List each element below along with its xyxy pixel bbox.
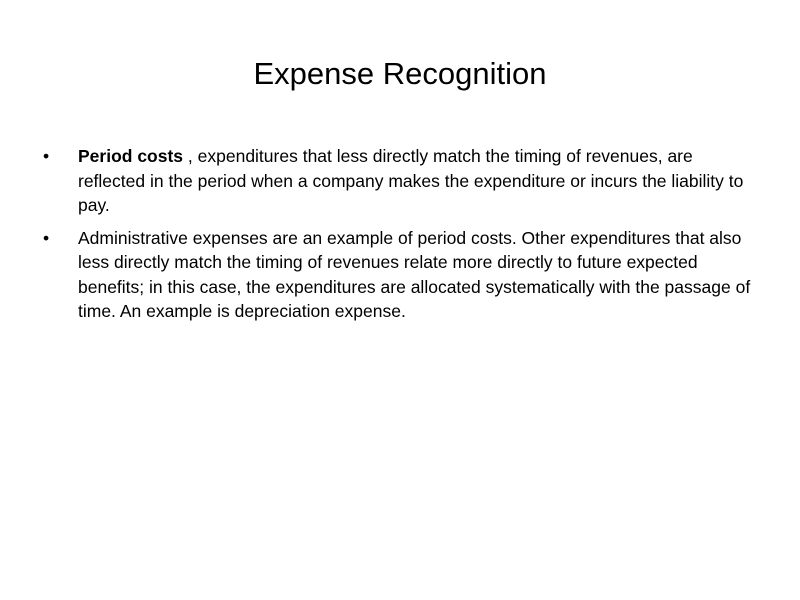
bullet-text: , expenditures that less directly match the timing of revenues, are reflected in the period when a company makes the expenditure or incurs the liability to pay.: [78, 146, 744, 215]
bullet-item-period-costs: [40, 144, 760, 218]
bullet-term: Period costs: [78, 146, 184, 166]
bullet-icon: •: [43, 146, 50, 166]
slide-title: Expense Recognition: [253, 56, 547, 91]
bullet-list: [40, 144, 760, 332]
bullet-icon: •: [43, 227, 50, 248]
bullet-item-administrative-expenses: [40, 226, 760, 324]
bullet-text: Administrative expenses are an example of period costs. Other expenditures that also less directly match the timing of revenues relate more directly to future expected benefits; in this case, the expenditures are allocated systematically with the passage of time. An example is depreciation expense.: [78, 227, 751, 321]
